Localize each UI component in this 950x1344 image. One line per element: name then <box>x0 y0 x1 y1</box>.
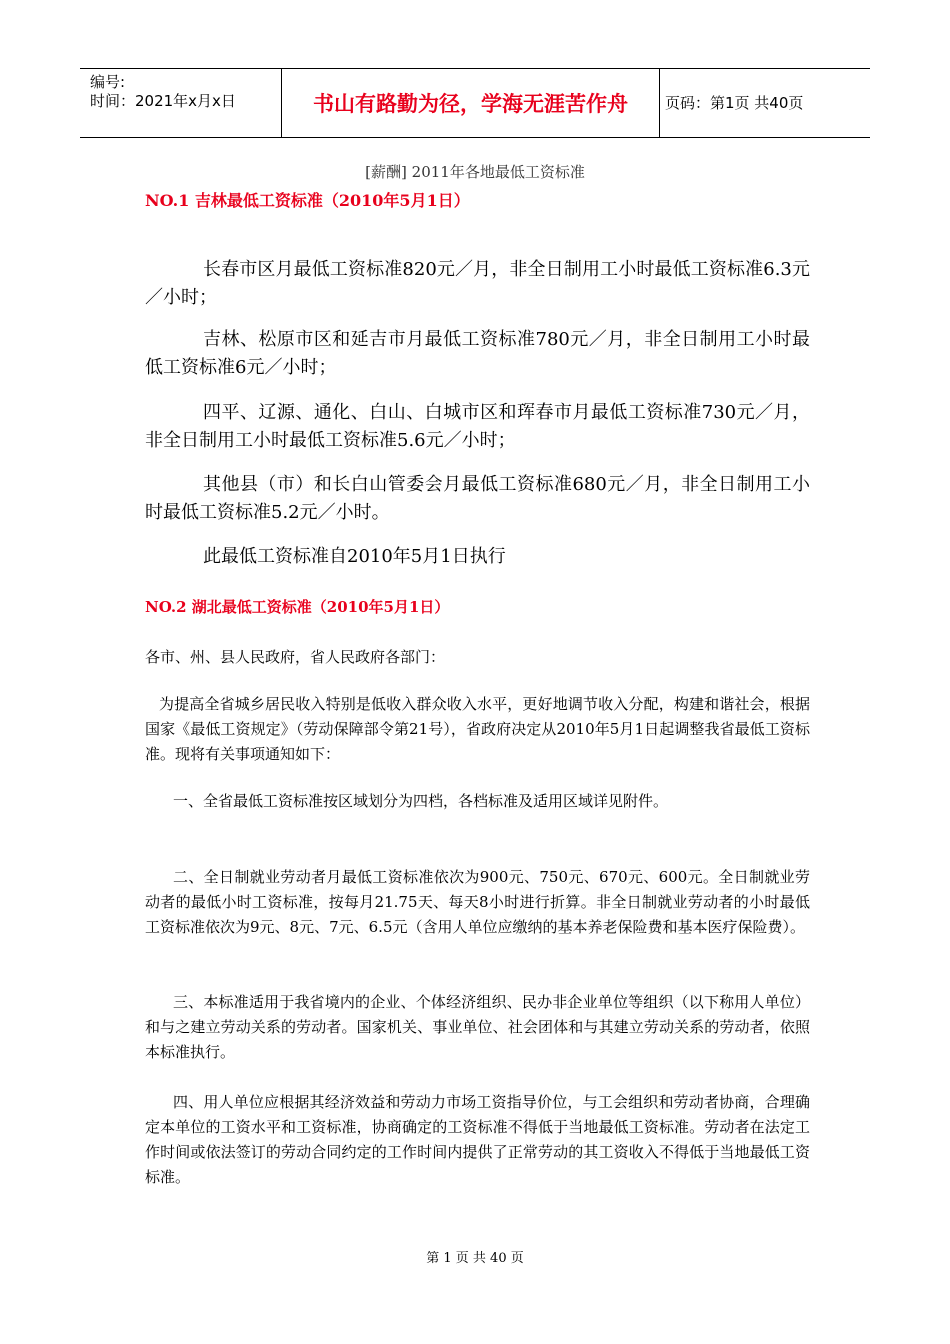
document-time-label: 时间：2021年x月x日 <box>90 92 236 110</box>
section2-intro: 为提高全省城乡居民收入特别是低收入群众收入水平，更好地调节收入分配，构建和谐社会，根据国家《最低工资规定》（劳动保障部令第21号），省政府决定从2010年5月1日起调整我省最低工资标准。现将有关事项通知如下： <box>145 695 810 763</box>
header-page-cell <box>660 69 870 137</box>
section2-item: 二、全日制就业劳动者月最低工资标准依次为900元、750元、670元、600元。全日制就业劳动者的最低小时工资标准，按每月21.75天、每天8小时进行折算。非全日制就业劳动者的小时最低工资标准依次为9元、8元、7元、6.5元（含用人单位应缴纳的基本养老保险费和基本医疗保险费）。 <box>145 868 810 936</box>
section1-paragraph: 其他县（市）和长白山管委会月最低工资标准680元／月，非全日制用工小时最低工资标准5.2元／小时。 <box>145 474 810 523</box>
header-motto: 书山有路勤为径，学海无涯苦作舟 <box>313 92 628 116</box>
section2-item: 三、本标准适用于我省境内的企业、个体经济组织、民办非企业单位等组织（以下称用人单位）和与之建立劳动关系的劳动者。国家机关、事业单位、社会团体和与其建立劳动关系的劳动者，依照本标准执行。 <box>145 993 810 1061</box>
page-number-label: 页码：第1页 共40页 <box>665 94 804 112</box>
section1-paragraph: 吉林、松原市区和延吉市月最低工资标准780元／月，非全日制用工小时最低工资标准6元／小时； <box>145 329 810 378</box>
section1-heading: NO.1 吉林最低工资标准（2010年5月1日） <box>145 191 470 210</box>
section2-item: 一、全省最低工资标准按区域划分为四档，各档标准及适用区域详见附件。 <box>173 792 669 810</box>
document-code-label: 编号: <box>90 73 126 91</box>
header-motto-cell <box>282 69 660 137</box>
section1-paragraph: 此最低工资标准自2010年5月1日执行 <box>203 546 506 567</box>
header-meta-cell <box>80 69 282 137</box>
section2-heading: NO.2 湖北最低工资标准（2010年5月1日） <box>145 598 450 616</box>
section1-paragraph: 长春市区月最低工资标准820元／月，非全日制用工小时最低工资标准6.3元／小时； <box>145 259 810 308</box>
section2-salutation: 各市、州、县人民政府，省人民政府各部门： <box>145 648 446 666</box>
section1-paragraph: 四平、辽源、通化、白山、白城市区和珲春市月最低工资标准730元／月，非全日制用工小时最低工资标准5.6元／小时； <box>145 402 810 451</box>
header-table <box>80 68 870 138</box>
document-title: [薪酬] 2011年各地最低工资标准 <box>365 163 585 181</box>
section2-item: 四、用人单位应根据其经济效益和劳动力市场工资指导价位，与工会组织和劳动者协商，合理确定本单位的工资水平和工资标准，协商确定的工资标准不得低于当地最低工资标准。劳动者在法定工作时间或依法签订的劳动合同约定的工作时间内提供了正常劳动的其工资收入不得低于当地最低工资标准。 <box>145 1093 810 1186</box>
page-footer: 第 1 页 共 40 页 <box>426 1251 524 1266</box>
